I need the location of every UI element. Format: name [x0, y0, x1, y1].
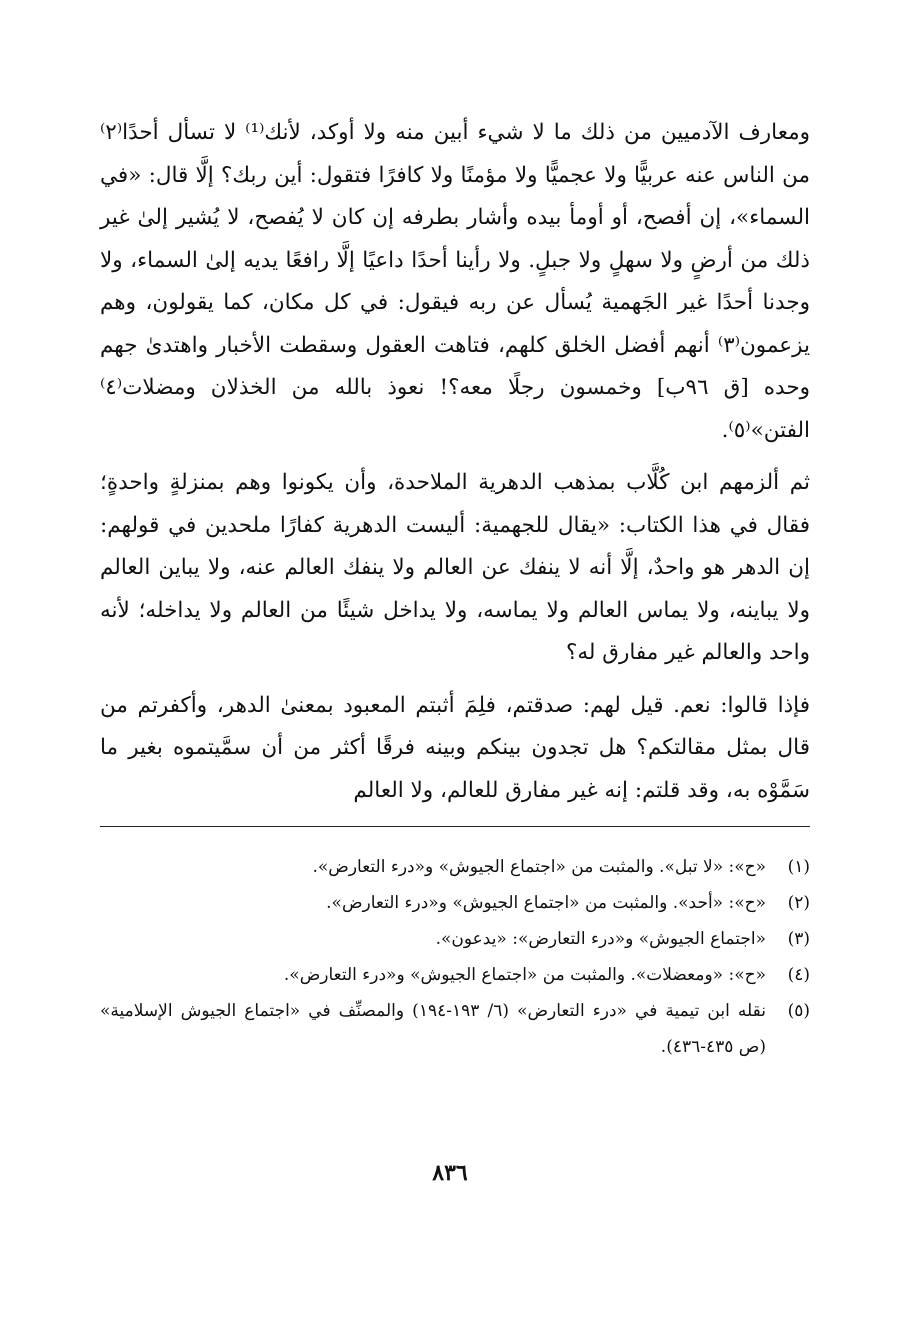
footnote-text: «ح»: «لا تبل». والمثبت من «اجتماع الجيوش» و«درء التعارض». [312, 857, 766, 877]
paragraph-2: ثم ألزمهم ابن كُلَّاب بمذهب الدهرية الملاحدة، وأن يكونوا وهم بمنزلةٍ واحدةٍ؛ فقال في هذا الكتاب: «يقال للجهمية: أليست الدهرية كفارًا ملحدين في قولهم: إن الدهر هو واحدٌ، إلَّا أنه لا ينفك عن العالم ولا ينفك العالم عنه، ولا يباين العالم ولا يباينه، ولا يماس العالم ولا يماسه، ولا يداخل شيئًا من العالم ولا يداخله؛ لأنه واحد والعالم غير مفارق له؟ [100, 470, 810, 665]
footnote-5 [100, 993, 810, 1065]
paragraph-3: فإذا قالوا: نعم. قيل لهم: صدقتم، فلِمَ أثبتم المعبود بمعنىٰ الدهر، وأكفرتم من قال بمثل مقالتكم؟ هل تجدون بينكم وبينه فرقًا أكثر من أن سمَّيتموه بغير ما سَمَّوْه به، وقد قلتم: إنه غير مفارق للعالم، ولا العالم [100, 692, 810, 803]
footnote-number: (٥) [787, 1001, 810, 1021]
footnotes [100, 849, 810, 1065]
footnote-2 [100, 885, 810, 921]
main-text [100, 112, 810, 812]
page-number: ٨٣٦ [432, 1160, 468, 1186]
footnote-number: (١) [787, 857, 810, 877]
footnote-text: «ح»: «ومعضلات». والمثبت من «اجتماع الجيوش» و«درء التعارض». [283, 965, 766, 985]
footnote-number: (٢) [787, 893, 810, 913]
footnote-divider [100, 826, 810, 827]
footnote-number: (٤) [787, 965, 810, 985]
footnote-1 [100, 849, 810, 885]
footnote-3 [100, 921, 810, 957]
page-content [100, 112, 810, 1065]
paragraph-1: ومعارف الآدميين من ذلك ما لا شيء أبين منه ولا أوكد، لأنك⁽¹⁾ لا تسأل أحدًا⁽٢⁾ من الناس عنه عربيًّا ولا عجميًّا ولا مؤمنًا ولا كافرًا فتقول: أين ربك؟ إلَّا قال: «في السماء»، إن أفصح، أو أومأ بيده وأشار بطرفه إن كان لا يُفصح، لا يُشير إلىٰ غير ذلك من أرضٍ ولا سهلٍ ولا جبلٍ. ولا رأينا أحدًا داعيًا إلَّا رافعًا يديه إلىٰ السماء، ولا وجدنا أحدًا غير الجَهمية يُسأل عن ربه فيقول: في كل مكان، كما يقولون، وهم يزعمون⁽٣⁾ أنهم أفضل الخلق كلهم، فتاهت العقول وسقطت الأخبار واهتدىٰ جهم وحده [ق ٩٦ب] وخمسون رجلًا معه؟! نعوذ بالله من الخذلان ومضلات⁽٤⁾ الفتن»⁽٥⁾. [100, 120, 810, 443]
footnote-4 [100, 957, 810, 993]
footnote-text: «اجتماع الجيوش» و«درء التعارض»: «يدعون». [435, 929, 766, 949]
footnote-number: (٣) [787, 929, 810, 949]
footnote-text: نقله ابن تيمية في «درء التعارض» (٦/ ١٩٣-١٩٤) والمصنِّف في «اجتماع الجيوش الإسلامية» (ص ٤٣٥-٤٣٦). [100, 1001, 766, 1057]
footnote-text: «ح»: «أحد». والمثبت من «اجتماع الجيوش» و«درء التعارض». [326, 893, 766, 913]
